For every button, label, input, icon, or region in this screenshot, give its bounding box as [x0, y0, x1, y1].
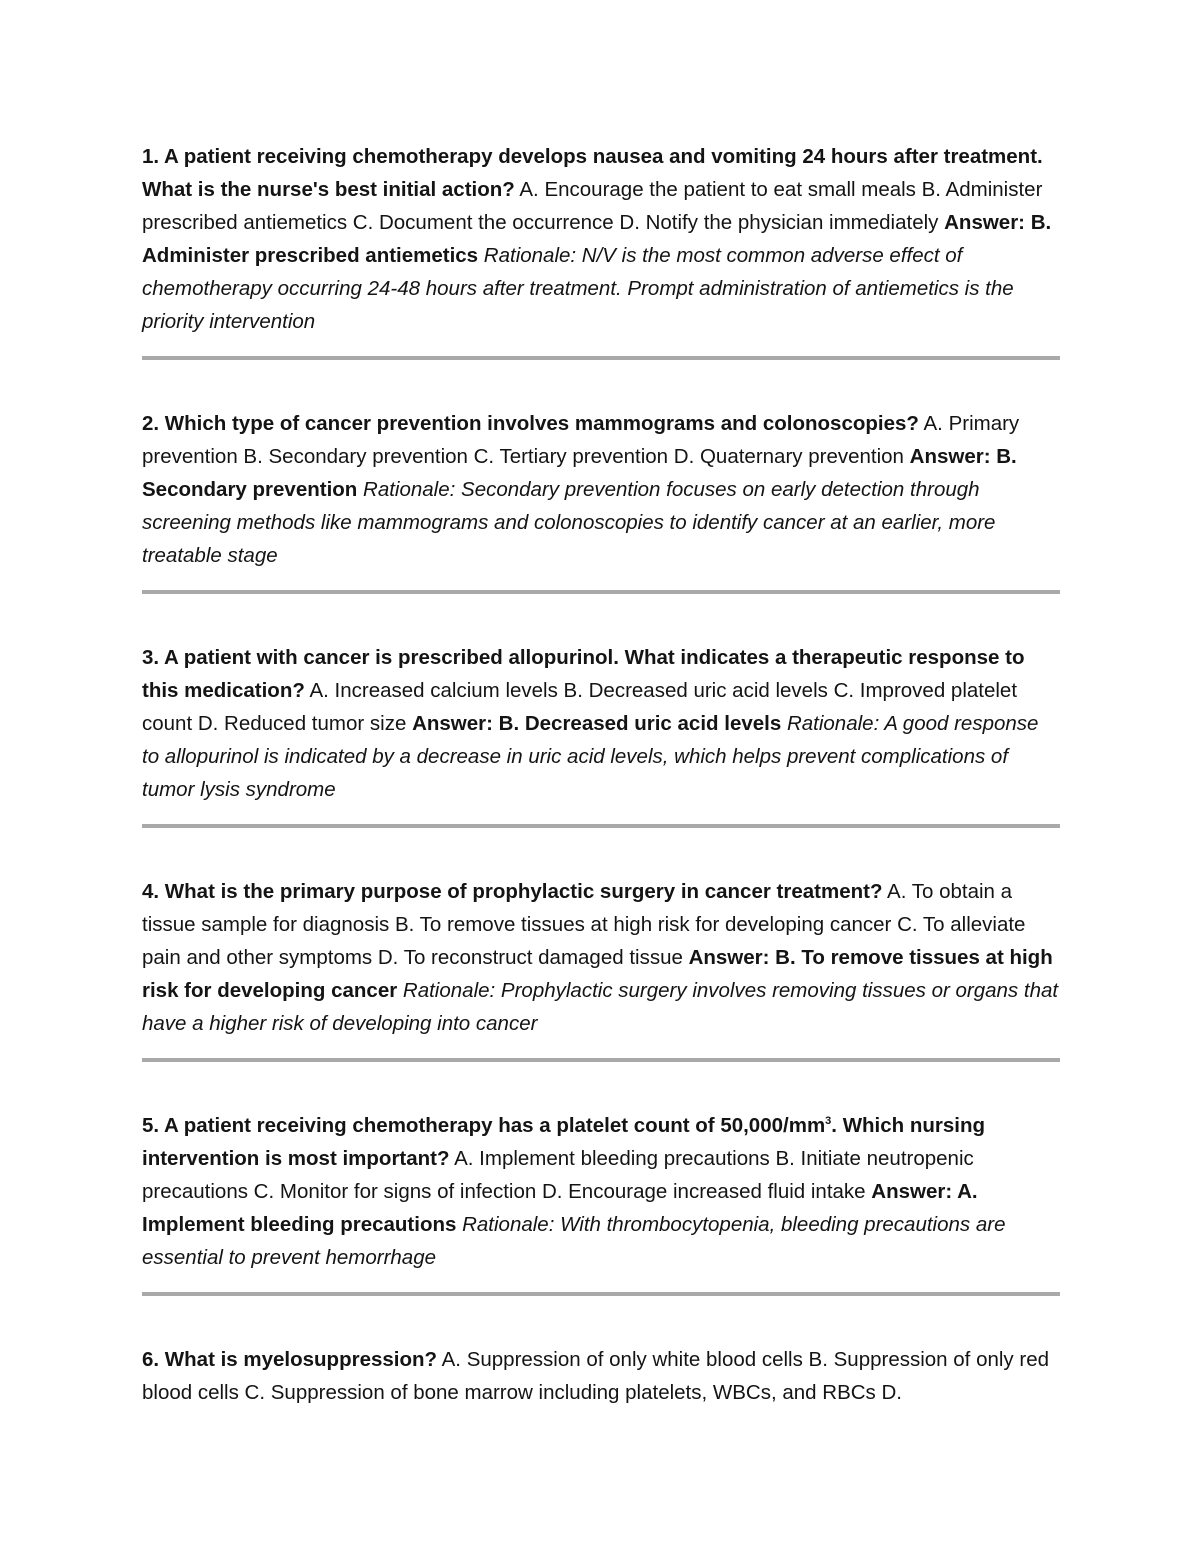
correct-answer: Answer: B. Administer prescribed antiemetics — [142, 211, 1052, 267]
answer-options: A. Primary prevention B. Secondary prevention C. Tertiary prevention D. Quaternary prevention — [142, 412, 1020, 468]
superscript: 3 — [825, 1115, 832, 1128]
question-block-5 — [142, 1109, 1060, 1274]
horizontal-divider — [142, 356, 1060, 360]
question-block-1 — [142, 140, 1060, 338]
question-block-3 — [142, 641, 1060, 806]
horizontal-divider — [142, 1292, 1060, 1296]
question-text: 1. A patient receiving chemotherapy develops nausea and vomiting 24 hours after treatment. What is the nurse's best initial action? — [142, 145, 1043, 201]
rationale: Rationale: N/V is the most common adverse effect of chemotherapy occurring 24-48 hours after treatment. Prompt administration of antiemetics is the priority intervention — [142, 244, 1014, 333]
document-page — [142, 140, 1060, 1409]
question-block-6 — [142, 1343, 1060, 1409]
question-block-4 — [142, 875, 1060, 1040]
correct-answer: Answer: B. To remove tissues at high risk for developing cancer — [142, 946, 1053, 1002]
answer-options: A. Implement bleeding precautions B. Initiate neutropenic precautions C. Monitor for signs of infection D. Encourage increased fluid intake — [142, 1147, 974, 1203]
question-text: 4. What is the primary purpose of prophylactic surgery in cancer treatment? — [142, 880, 883, 903]
horizontal-divider — [142, 590, 1060, 594]
correct-answer: Answer: B. Decreased uric acid levels — [412, 712, 782, 735]
question-text-end: . Which nursing intervention is most important? — [142, 1114, 986, 1170]
question-text: 3. A patient with cancer is prescribed allopurinol. What indicates a therapeutic response to this medication? — [142, 646, 1025, 702]
correct-answer: Answer: B. Secondary prevention — [142, 445, 1017, 501]
question-text-start: 5. A patient receiving chemotherapy has a platelet count of 50,000/mm — [142, 1114, 826, 1137]
rationale: Rationale: A good response to allopurinol is indicated by a decrease in uric acid levels, which helps prevent complications of tumor lysis syndrome — [142, 712, 1039, 801]
question-text: 2. Which type of cancer prevention involves mammograms and colonoscopies? — [142, 412, 919, 435]
question-text: 6. What is myelosuppression? — [142, 1348, 438, 1371]
answer-options: A. Increased calcium levels B. Decreased uric acid levels C. Improved platelet count D. Reduced tumor size — [142, 679, 1018, 735]
horizontal-divider — [142, 824, 1060, 828]
answer-options: A. Suppression of only white blood cells B. Suppression of only red blood cells C. Suppression of bone marrow including platelets, WBCs, and RBCs D. — [142, 1348, 1049, 1404]
rationale: Rationale: With thrombocytopenia, bleeding precautions are essential to prevent hemorrhage — [142, 1213, 1006, 1269]
question-block-2 — [142, 407, 1060, 572]
rationale: Rationale: Secondary prevention focuses on early detection through screening methods like mammograms and colonoscopies to identify cancer at an earlier, more treatable stage — [142, 478, 996, 567]
answer-options: A. Encourage the patient to eat small meals B. Administer prescribed antiemetics C. Document the occurrence D. Notify the physician immediately — [142, 178, 1043, 234]
correct-answer: Answer: A. Implement bleeding precautions — [142, 1180, 978, 1236]
rationale: Rationale: Prophylactic surgery involves removing tissues or organs that have a higher risk of developing into cancer — [142, 979, 1059, 1035]
horizontal-divider — [142, 1058, 1060, 1062]
answer-options: A. To obtain a tissue sample for diagnosis B. To remove tissues at high risk for developing cancer C. To alleviate pain and other symptoms D. To reconstruct damaged tissue — [142, 880, 1026, 969]
